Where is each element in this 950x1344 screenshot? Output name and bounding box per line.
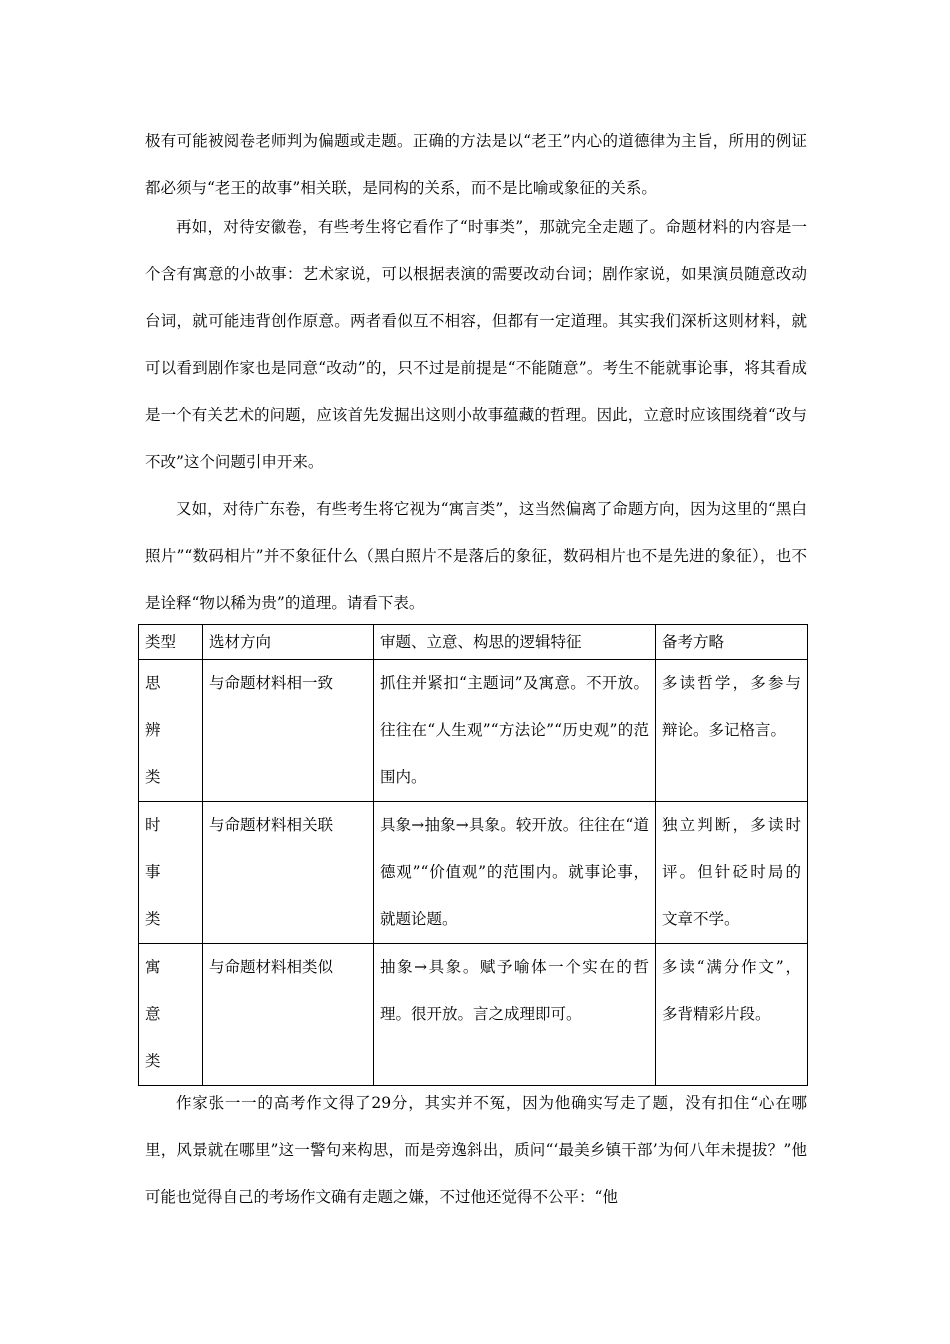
table-row (139, 802, 808, 944)
header-material-direction: 选材方向 (203, 625, 374, 660)
paragraph-4: 作家张一一的高考作文得了29分，其实并不冤，因为他确实写走了题，没有扣住“心在哪里，风景就在哪里”这一警句来构思，而是旁逸斜出，质问“‘最美乡镇干部’为何八年未提拔？”他可能也觉得自己的考场作文确有走题之嫌，不过他还觉得不公平：“他 (145, 1094, 807, 1206)
table-row (139, 660, 808, 802)
header-logic-features: 审题、立意、构思的逻辑特征 (374, 625, 656, 660)
header-type: 类型 (139, 625, 203, 660)
cell-logic: 具象→抽象→具象。较开放。往往在“道德观”“价值观”的范围内。就事论事，就题论题。 (374, 802, 656, 944)
table-row (139, 944, 808, 1086)
paragraph-3: 又如，对待广东卷，有些考生将它视为“寓言类”，这当然偏离了命题方向，因为这里的“黑白照片”“数码相片”并不象征什么（黑白照片不是落后的象征，数码相片也不是先进的象征），也不是诠释“物以稀为贵”的道理。请看下表。 (145, 500, 807, 612)
cell-strategy: 多读哲学，多参与辩论。多记格言。 (656, 660, 808, 802)
cell-logic: 抽象→具象。赋予喻体一个实在的哲理。很开放。言之成理即可。 (374, 944, 656, 1086)
cell-type: 思辨类 (139, 660, 203, 802)
table-header-row (139, 625, 808, 660)
paragraph-2: 再如，对待安徽卷，有些考生将它看作了“时事类”，那就完全走题了。命题材料的内容是一个含有寓意的小故事：艺术家说，可以根据表演的需要改动台词；剧作家说，如果演员随意改动台词，就可能违背创作原意。两者看似互不相容，但都有一定道理。其实我们深析这则材料，就可以看到剧作家也是同意“改动”的，只不过是前提是“不能随意”。考生不能就事论事，将其看成是一个有关艺术的问题，应该首先发掘出这则小故事蕴藏的哲理。因此，立意时应该围绕着“改与不改”这个问题引申开来。 (145, 218, 807, 471)
cell-strategy: 多读“满分作文”，多背精彩片段。 (656, 944, 808, 1086)
header-prep-strategy: 备考方略 (656, 625, 808, 660)
cell-type: 寓意类 (139, 944, 203, 1086)
cell-strategy: 独立判断，多读时评。但针砭时局的文章不学。 (656, 802, 808, 944)
cell-direction: 与命题材料相一致 (203, 660, 374, 802)
cell-direction: 与命题材料相关联 (203, 802, 374, 944)
paragraph-1: 极有可能被阅卷老师判为偏题或走题。正确的方法是以“老王”内心的道德律为主旨，所用的例证都必须与“老王的故事”相关联，是同构的关系，而不是比喻或象征的关系。 (145, 132, 807, 197)
cell-type: 时事类 (139, 802, 203, 944)
essay-type-table (138, 624, 808, 1086)
cell-logic: 抓住并紧扣“主题词”及寓意。不开放。往往在“人生观”“方法论”“历史观”的范围内。 (374, 660, 656, 802)
cell-direction: 与命题材料相类似 (203, 944, 374, 1086)
